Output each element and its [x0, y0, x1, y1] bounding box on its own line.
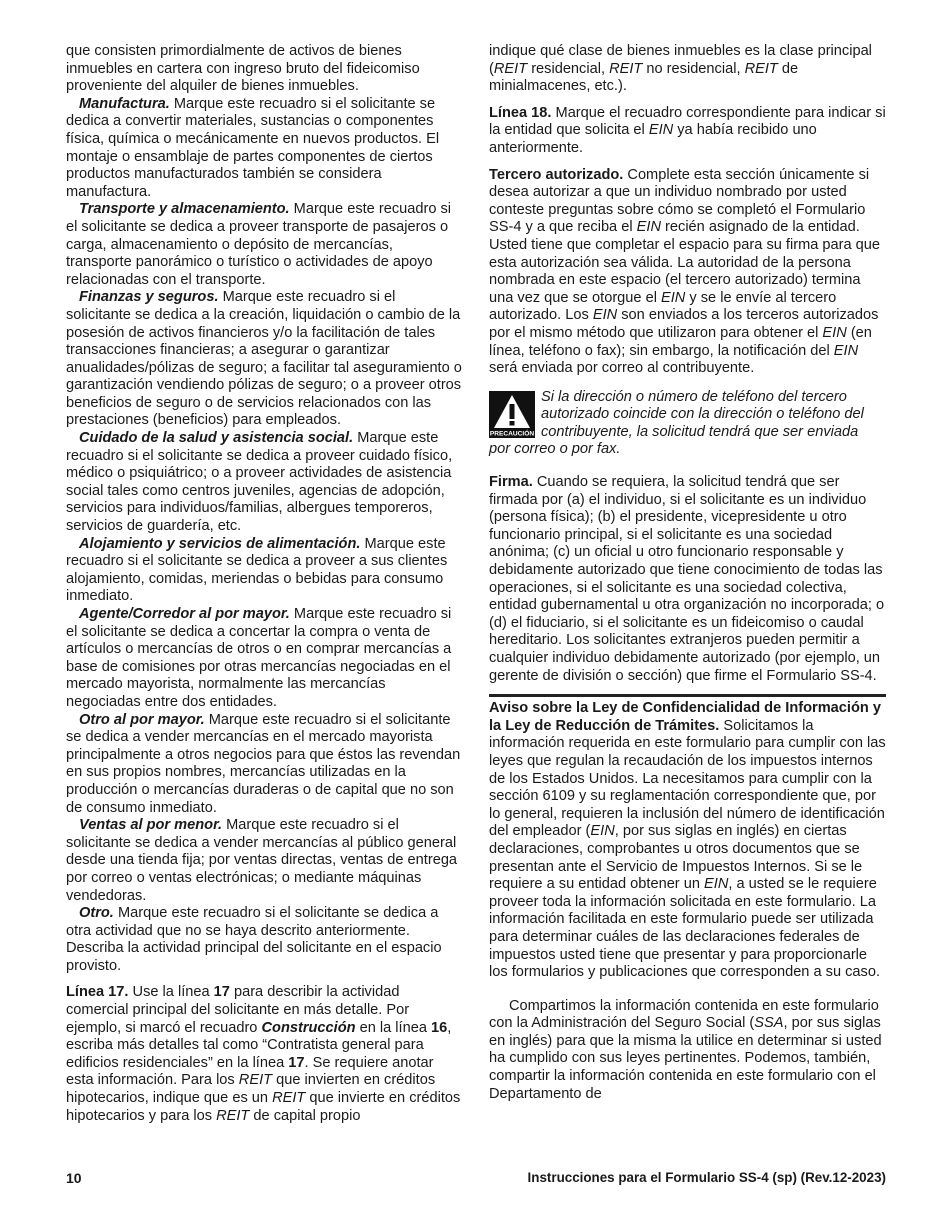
caution-box [489, 389, 886, 442]
caution-icon-label: PRECAUCIÓN [489, 430, 535, 438]
left-column [66, 43, 462, 1125]
paragraph-otro-mayor: Otro al por mayor. Marque este recuadro si el solicitante se dedica a vender mercancías en el mercado mayorista principalmente a otros negocios para que éstos las revendan en sus propios nombres, mercancías utilizadas en la producción o mercancías duraderas o de capital que no son de consumo inmediato. [66, 711, 461, 816]
right-column [489, 43, 886, 1103]
paragraph-salud: Cuidado de la salud y asistencia social. Marque este recuadro si el solicitante se dedica a proveer cuidado físico, médico o psiquiátrico; o a proveer actividades de asistencia social tales como centros juveniles, agencias de adopción, servicios para individuos/familias, albergues temporeros, servicios de guardería, etc. [66, 430, 453, 535]
heading-otro: Otro. [79, 905, 114, 922]
paragraph-tercero-autorizado: Tercero autorizado. Complete esta sección únicamente si desea autorizar a que un individuo nombrado por usted conteste preguntas sobre cómo se completó el Formulario SS-4 y a que reciba el EIN recién asignado de la entidad. Usted tiene que completar el espacio para su firma para que esta autorización sea válida. La autoridad de la persona nombrada en este espacio (el tercero autorizado) termina una vez que se otorgue el EIN y se le envíe al tercero autorizado. Los EIN son enviados a los terceros autorizados por el mismo método que utilizaron para obtener el EIN (en línea, teléfono o fax); sin embargo, la notificación del EIN será enviada por correo al contribuyente. [489, 166, 881, 377]
paragraph-aviso: Aviso sobre la Ley de Confidencialidad de Información y la Ley de Reducción de Trámites. Solicitamos la información requerida en este formulario para cumplir con las leyes que regulan la recaudación de los impuestos internos de los Estados Unidos. La necesitamos para cumplir con la sección 6109 y su reglamentación correspondiente que, por lo general, requieren la inclusión del número de identificación del empleador (EIN, por sus siglas en inglés) en ciertas declaraciones, comprobantes u otros documentos que se presentan ante el Servicio de Impuestos Internos. Si se le requiere a su entidad obtener un EIN, a usted se le requiere proveer toda la información solicitada en este formulario. La información facilitada en este formulario puede ser utilizada para determinar cuáles de las declaraciones federales de impuestos usted tiene que presentar y para proporcionarle los formularios y publicaciones que corresponden a su caso. [489, 700, 886, 981]
heading-tercero-autorizado: Tercero autorizado. [489, 166, 624, 183]
paragraph-firma: Firma. Cuando se requiera, la solicitud tendrá que ser firmada por (a) el individuo, si el solicitante es un individuo (persona física); (b) el presidente, vicepresidente u otro funcionario principal, si el solicitante es una sociedad anónima; (c) un oficial u otro funcionario responsable y debidamente autorizado que tiene conocimiento de todas las operaciones, si el solicitante es una sociedad colectiva, entidad gubernamental u otra organización no incorporada; o (d) el fiduciario, si el solicitante es un fideicomiso o caudal hereditario. Los solicitantes extranjeros pueden permitir a cualquier individuo debidamente autorizado (por ejemplo, un gerente de división o sección) que firme el Formulario SS-4. [489, 474, 885, 684]
heading-linea-17: Línea 17. [66, 984, 129, 1001]
paragraph-linea-18: Línea 18. Marque el recuadro correspondiente para indicar si la entidad que solicita el EIN ya había recibido uno anteriormente. [489, 104, 886, 156]
paragraph-agente: Agente/Corredor al por mayor. Marque este recuadro si el solicitante se dedica a concertar la compra o venta de artículos o mercancías de otros o en comprar mercancías a base de comisiones por otras mercancías negociadas en el mercado mayorista, normalmente las mercancías negociadas entre dos entidades. [66, 606, 452, 710]
page-number: 10 [66, 1170, 82, 1186]
paragraph-compartimos: Compartimos la información contenida en este formulario con la Administración del Seguro Social (SSA, por sus siglas en inglés) para que la misma la utilice en determinar si usted ha cumplido con sus leyes pertinentes. Podemos, también, compartir la información contenida en este formulario con el Departamento de [489, 997, 882, 1102]
heading-linea-18: Línea 18. [489, 104, 552, 121]
paragraph-finanzas: Finanzas y seguros. Marque este recuadro si el solicitante se dedica a la creación, liquidación o cambio de la posesión de activos financieros y/o la facilitación de tales transacciones financieras; a asegurar o garantizar anualidades/pólizas de seguro; a facilitar tal aseguramiento o garantización vendiendo pólizas de seguro; o a proveer otros beneficios de seguro o de servicios relacionados con las prestaciones (beneficios) para empleados. [66, 289, 462, 429]
heading-agente: Agente/Corredor al por mayor. [79, 606, 290, 622]
paragraph-ventas: Ventas al por menor. Marque este recuadro si el solicitante se dedica a vender mercancías al público general desde una tienda fija; por ventas directas, ventas de entrega por correo o ventas electrónicas; o mediante máquinas vendedoras. [66, 817, 458, 904]
caution-text-tail: por correo o por fax. [489, 441, 621, 458]
heading-alojamiento: Alojamiento y servicios de alimentación. [79, 535, 361, 552]
paragraph-transporte: Transporte y almacenamiento. Marque este recuadro si el solicitante se dedica a proveer transporte de pasajeros o carga, almacenamiento o depósito de mercancías, transporte panorámico o turístico o actividades de apoyo relacionadas con el transporte. [66, 201, 452, 288]
heading-otro-mayor: Otro al por mayor. [79, 711, 205, 728]
paragraph-reit-continued: que consisten primordialmente de activos de bienes inmuebles en cartera con ingreso bruto del fideicomiso proveniente del alquiler de bienes inmuebles. [66, 43, 420, 95]
heading-aviso: Aviso sobre la Ley de Confidencialidad de Información y la Ley de Reducción de Trámites. [489, 700, 881, 734]
paragraph-reit-clase: indique qué clase de bienes inmuebles es la clase principal (REIT residencial, REIT no residencial, REIT de minialmacenes, etc.). [489, 43, 872, 95]
paragraph-otro: Otro. Marque este recuadro si el solicitante se dedica a otra actividad que no se haya descrito anteriormente. Describa la actividad principal del solicitante en el espacio provisto. [66, 905, 442, 974]
footer-title: Instrucciones para el Formulario SS-4 (sp) (Rev.12-2023) [527, 1170, 886, 1185]
caution-icon [489, 391, 535, 438]
heading-firma: Firma. [489, 474, 533, 491]
paragraph-manufactura: Manufactura. Marque este recuadro si el solicitante se dedica a convertir materiales, sustancias o componentes física, química o mecánicamente en nuevos productos. El montaje o ensamblaje de partes componentes de ciertos productos manufacturados también se considera manufactura. [66, 95, 440, 200]
heading-salud: Cuidado de la salud y asistencia social. [79, 430, 354, 447]
heading-finanzas: Finanzas y seguros. [79, 289, 219, 306]
caution-text: Si la dirección o número de teléfono del tercero autorizado coincide con la dirección o teléfono del contribuyente, la solicitud tendrá que ser enviada [541, 388, 864, 440]
heading-ventas: Ventas al por menor. [79, 817, 223, 834]
paragraph-alojamiento: Alojamiento y servicios de alimentación. Marque este recuadro si el solicitante se dedica a proveer a sus clientes alojamiento, comidas, meriendas o bebidas para consumo inmediato. [66, 535, 448, 605]
heading-transporte: Transporte y almacenamiento. [79, 201, 290, 218]
aviso-section [489, 694, 886, 1103]
paragraph-linea-17: Línea 17. Use la línea 17 para describir la actividad comercial principal del solicitante en más detalle. Por ejemplo, si marcó el recuadro Construcción en la línea 16, escriba más detalles tal como “Contratista general para edificios residenciales” en la línea 17. Se requiere anotar esta información. Para los REIT que invierten en créditos hipotecarios, indique que es un REIT que invierte en créditos hipotecarios y para los REIT de capital propio [66, 984, 461, 1124]
heading-manufactura: Manufactura. [79, 95, 170, 112]
